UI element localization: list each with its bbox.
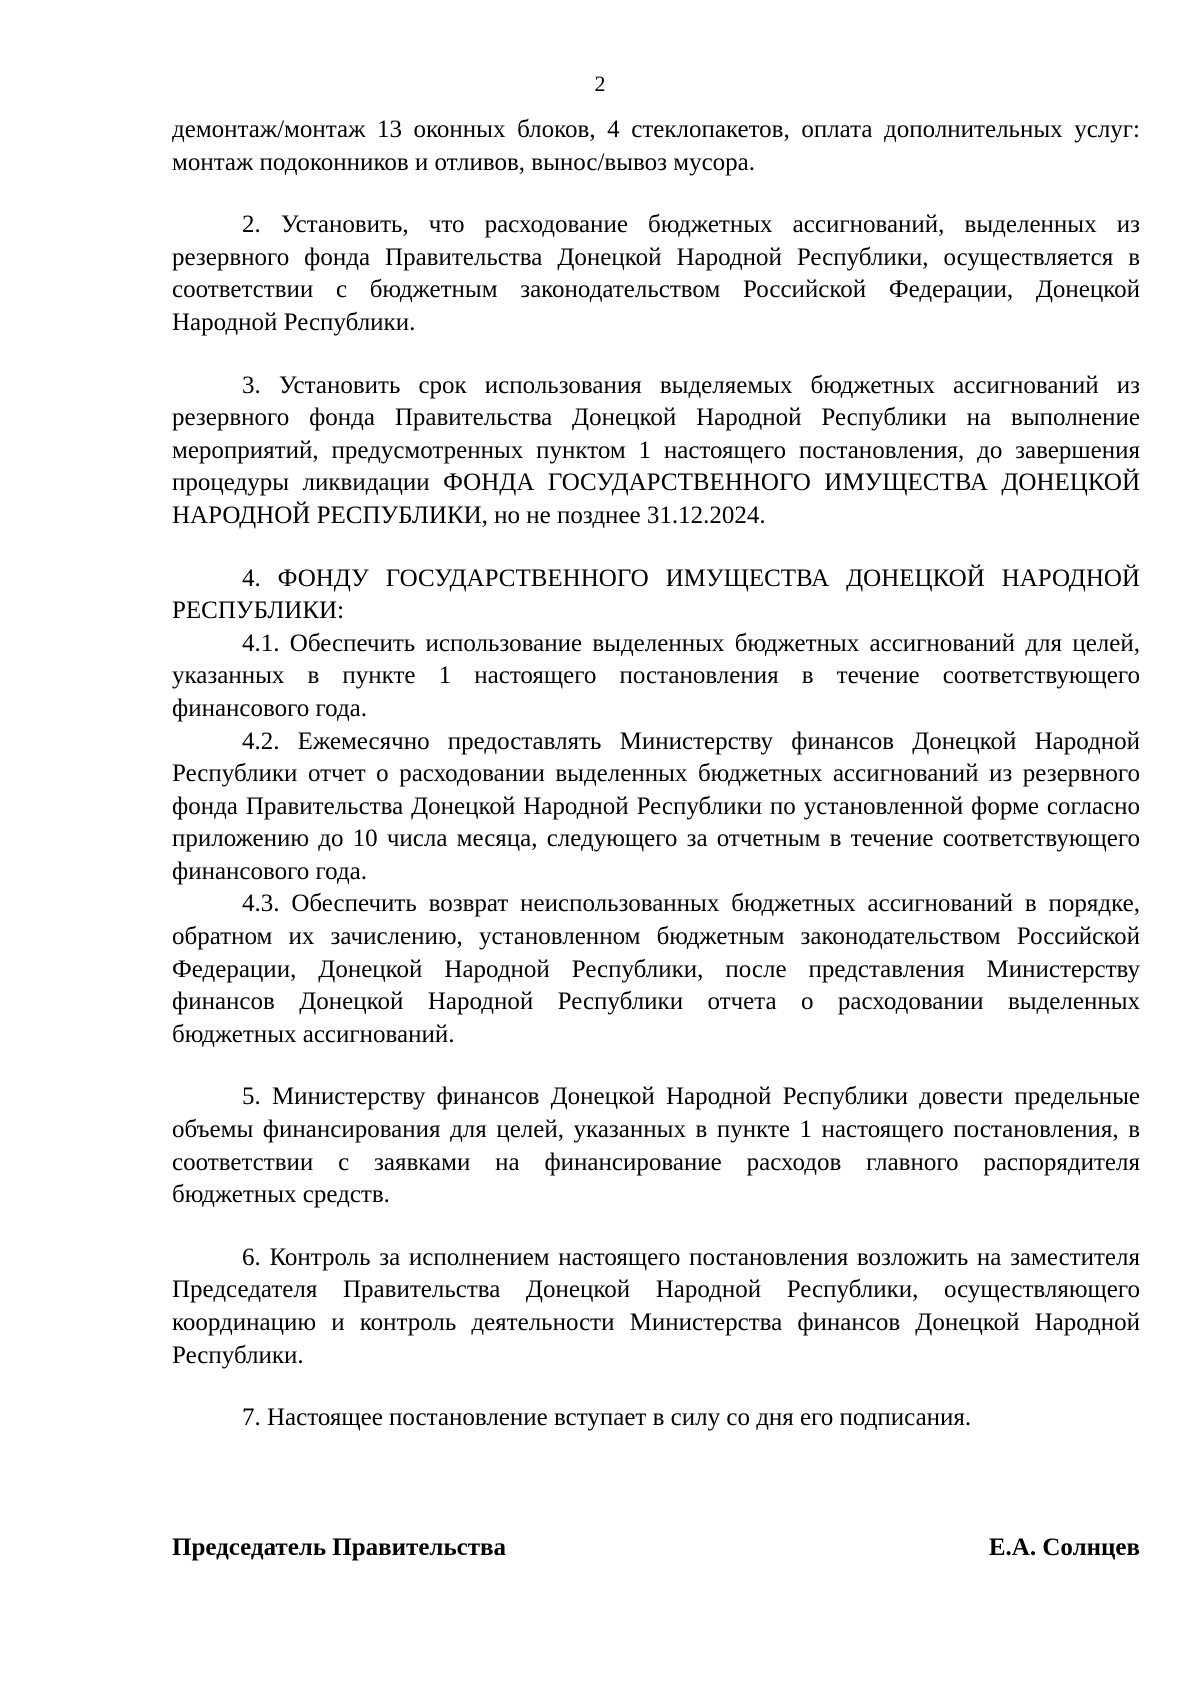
- paragraph-5: 5. Министерству финансов Донецкой Народной Республики довести предельные объемы финансирования для целей, указанных в пункте 1 настоящего постановления, в соответствии с заявками на финансирование расходов главного распорядителя бюджетных средств.: [172, 1083, 1140, 1209]
- signatory-position: Председатель Правительства: [172, 1534, 507, 1561]
- paragraph-continuation: демонтаж/монтаж 13 оконных блоков, 4 стеклопакетов, оплата дополнительных услуг: монтаж подоконников и отливов, вынос/вывоз мусора.: [172, 116, 1140, 176]
- signatory-name: Е.А. Солнцев: [988, 1534, 1140, 1561]
- paragraph-7: 7. Настоящее постановление вступает в силу со дня его подписания.: [242, 1404, 972, 1432]
- paragraph-6: 6. Контроль за исполнением настоящего постановления возложить на заместителя Председателя Правительства Донецкой Народной Республики, осуществляющего координацию и контроль деятельности Министерства финансов Донецкой Народной Республики.: [172, 1243, 1140, 1369]
- paragraph-2: 2. Установить, что расходование бюджетных ассигнований, выделенных из резервного фонда Правительства Донецкой Народной Республики, осуществляется в соответствии с бюджетным законодательством Российской Федерации, Донецкой Народной Республики.: [172, 211, 1140, 336]
- paragraph-4-3: 4.3. Обеспечить возврат неиспользованных бюджетных ассигнований в порядке, обратном их зачислению, установленном бюджетным законодательством Российской Федерации, Донецкой Народной Республики, после представления Министерству финансов Донецкой Народной Республики отчета о расходовании выделенных бюджетных ассигнований.: [172, 890, 1140, 1048]
- paragraph-4: 4. ФОНДУ ГОСУДАРСТВЕННОГО ИМУЩЕСТВА ДОНЕЦКОЙ НАРОДНОЙ РЕСПУБЛИКИ:: [172, 564, 1140, 625]
- signature-block: [172, 1532, 1140, 1564]
- paragraph-4-1: 4.1. Обеспечить использование выделенных бюджетных ассигнований для целей, указанных в пункте 1 настоящего постановления в течение соответствующего финансового года.: [172, 629, 1140, 722]
- paragraph-3: 3. Установить срок использования выделяемых бюджетных ассигнований из резервного фонда Правительства Донецкой Народной Республики на выполнение мероприятий, предусмотренных пунктом 1 настоящего постановления, до завершения процедуры ликвидации ФОНДА ГОСУДАРСТВЕННОГО ИМУЩЕСТВА ДОНЕЦКОЙ НАРОДНОЙ РЕСПУБЛИКИ, но не позднее 31.12.2024.: [172, 371, 1140, 529]
- document-body: [172, 114, 1140, 1435]
- page-number: 2: [594, 71, 606, 96]
- paragraph-4-2: 4.2. Ежемесячно предоставлять Министерству финансов Донецкой Народной Республики отчет о расходовании выделенных бюджетных ассигнований из резервного фонда Правительства Донецкой Народной Республики по установленной форме согласно приложению до 10 числа месяца, следующего за отчетным в течение соответствующего финансового года.: [172, 727, 1140, 885]
